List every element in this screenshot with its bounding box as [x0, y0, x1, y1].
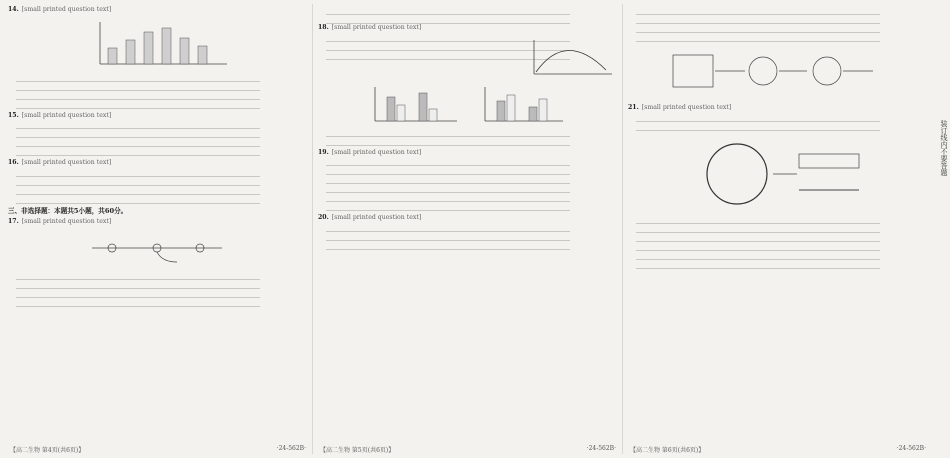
question-number: 17. [8, 218, 19, 226]
bar [180, 38, 189, 64]
question-number: 16. [8, 159, 19, 167]
question-text: [small printed question text] [21, 6, 112, 13]
question-14 [8, 6, 306, 109]
option-line [16, 179, 260, 186]
question-number: 15. [8, 111, 19, 119]
section-title: 三、非选择题：本题共5小题，共60分。 [8, 206, 128, 215]
footer-middle [320, 445, 616, 454]
plasmid-diagram-figure [677, 134, 877, 214]
option-line [16, 149, 260, 156]
question-number: 18. [318, 24, 329, 31]
flow-diagram-figure [667, 45, 887, 101]
right-column [628, 6, 926, 444]
bar-chart-figure [82, 18, 232, 72]
option-line [16, 140, 260, 147]
nerve-diagram-figure [82, 230, 232, 270]
continued-text-line [326, 17, 570, 24]
answer-line [326, 139, 570, 146]
answer-line [636, 244, 880, 251]
question-number: 20. [318, 214, 329, 222]
continued-text-line [636, 35, 880, 42]
answer-line [326, 234, 570, 241]
option-line [16, 170, 260, 177]
bar [108, 48, 117, 64]
bar [162, 28, 171, 64]
column-divider [622, 4, 623, 454]
continued-text-line [326, 8, 570, 15]
answer-line [636, 253, 880, 260]
question-text: [small printed question text] [641, 104, 732, 111]
column-divider [312, 4, 313, 454]
answer-line [326, 204, 570, 211]
bar [126, 40, 135, 64]
bar [144, 32, 153, 64]
answer-line [326, 195, 570, 202]
answer-line [16, 273, 260, 280]
footer-code: ·24-562B· [896, 445, 926, 452]
grouped-bar-figure [367, 83, 567, 127]
answer-line [16, 300, 260, 307]
answer-line [326, 225, 570, 232]
answer-line [16, 282, 260, 289]
answer-line [636, 124, 880, 131]
answer-line [326, 130, 570, 137]
answer-line [636, 262, 880, 269]
question-text: [small printed question text] [21, 159, 112, 167]
option-line [16, 93, 260, 100]
footer-code: ·24-562B· [276, 445, 306, 452]
question-18 [318, 24, 616, 146]
continued-text-line [636, 26, 880, 33]
continued-text-line [636, 8, 880, 15]
footer-title: 【高二生物 第4页(共6页)】 [10, 447, 85, 454]
answer-line [16, 291, 260, 298]
answer-line [326, 177, 570, 184]
answer-line [636, 235, 880, 242]
answer-line [636, 226, 880, 233]
footer-title: 【高二生物 第6页(共6页)】 [630, 447, 705, 454]
answer-line [636, 115, 880, 122]
option-line [16, 75, 260, 82]
binding-line-label: 装订线内不要答题 [940, 120, 948, 176]
question-text: [small printed question text] [21, 111, 112, 119]
answer-line [326, 159, 570, 166]
question-number: 21. [628, 104, 639, 111]
left-column [8, 6, 306, 444]
question-number: 14. [8, 6, 19, 13]
option-line [16, 84, 260, 91]
option-line [16, 102, 260, 109]
question-17 [8, 218, 306, 307]
question-text: [small printed question text] [331, 24, 422, 31]
option-line [16, 131, 260, 138]
question-20 [318, 214, 616, 250]
answer-line [636, 217, 880, 224]
option-line [16, 188, 260, 195]
middle-column [318, 6, 616, 444]
footer-left [10, 445, 306, 454]
question-text: [small printed question text] [331, 148, 422, 156]
answer-line [326, 186, 570, 193]
question-15 [8, 112, 306, 157]
question-text: [small printed question text] [21, 218, 112, 226]
question-text: [small printed question text] [331, 214, 422, 222]
question-21 [628, 104, 926, 269]
answer-line [326, 243, 570, 250]
footer-right [630, 445, 926, 454]
continued-text-line [636, 17, 880, 24]
question-number: 19. [318, 148, 329, 156]
answer-line [326, 168, 570, 175]
option-line [16, 197, 260, 204]
footer-title: 【高二生物 第5页(共6页)】 [320, 447, 395, 454]
bar [198, 46, 207, 64]
question-16 [8, 159, 306, 204]
footer-code: ·24-562B· [586, 445, 616, 452]
option-line [16, 122, 260, 129]
question-19 [318, 149, 616, 212]
curve-figure [526, 36, 616, 80]
